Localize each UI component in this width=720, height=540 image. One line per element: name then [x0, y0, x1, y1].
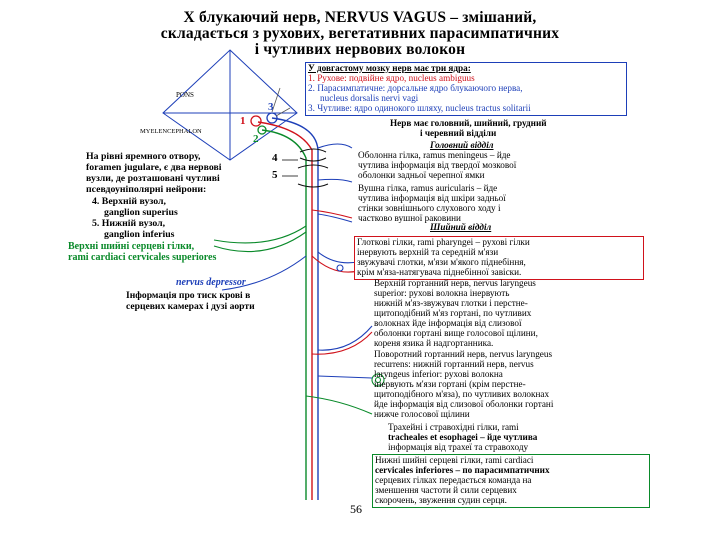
recurrent-text-6: йде інформація від слизової оболонки гортані [374, 399, 554, 409]
cardiac-inferior-text-5: скорочень, звуження судин серця. [375, 495, 507, 505]
pharyngeal-text-2: інервують верхній та середній м'язи [357, 247, 499, 257]
ganglia-text-4: псевдоуніполярні нейрони: [86, 184, 207, 195]
pharyngeal-text-1: Глоткові гілки, rami pharyngei – рухові гілки [357, 237, 530, 247]
meningeal-text-3: оболонки задньої черепної ямки [358, 170, 485, 180]
vagus-trunk [258, 118, 318, 500]
auricular-text-1: Вушна гілка, ramus auricularis – йде [358, 183, 498, 193]
depressor-text-2: серцевих камерах і дузі аорти [126, 301, 255, 312]
superior-cardiac-branch [214, 226, 306, 252]
ganglia-text-8: ganglion inferius [104, 229, 175, 240]
meningeal-text-2: чутлива інформація від твердої мозкової [358, 160, 517, 170]
cardiac-inferior-text-1: Нижні шийні серцеві гілки, rami cardiaci [375, 455, 534, 465]
inferior-cardiac-branch [306, 396, 372, 414]
brainstem-diamond [163, 50, 297, 160]
superior-laryngeal-text-1: Верхній гортанний нерв, nervus laryngeus [374, 278, 536, 288]
page-number: 56 [350, 502, 362, 516]
recurrent-text-7: нижче голосової щілини [374, 409, 470, 419]
auricular-text-4: частково вушної раковини [358, 213, 461, 223]
nucleus-label-1: 1 [240, 115, 246, 127]
medulla-label: MYELENCEPHALON [140, 128, 202, 135]
depressor-text-1: Інформація про тиск крові в [126, 290, 251, 301]
superior-laryngeal-text-4: щитоподібний м'яз гортані, по чутливих [374, 308, 532, 318]
ganglia-text-6: ganglion superius [104, 207, 178, 218]
auricular-branch [318, 179, 352, 182]
superior-laryngeal-text-2: superior: рухові волокна інервують [374, 288, 510, 298]
nuclei-item-3: 3. Чутливе: ядро одинокого шляху, nucleus tractus solitarii [308, 103, 531, 113]
ganglion-label-4: 4 [272, 152, 278, 164]
cardiac-superior-text-1: Верхні шийні серцеві гілки, [68, 241, 195, 252]
superior-laryngeal-text-3: нижній м'яз-звужувач глотки і перстне- [374, 298, 528, 308]
pharyngeal-text-4: крім м'яза-натягувача піднебінної завіски. [357, 267, 522, 277]
cardiac-inferior-text-4: зменшення частоти й сили серцевих [375, 485, 517, 495]
recurrent-text-3: laryngeus inferior: рухові волокна [374, 369, 503, 379]
ganglia-text-5: 4. Верхній вузол, [92, 196, 166, 207]
tracheal-text-2: tracheales et esophagei – йде чутлива [388, 432, 538, 442]
recurrent-laryngeal-branch [312, 326, 372, 354]
parts-intro-2: і черевний відділи [420, 128, 497, 138]
nuclei-item-2a: 2. Парасимпатичне: дорсальне ядро блукаючого нерва, [308, 83, 523, 93]
nucleus-label-2: 2 [253, 133, 259, 145]
title-line-2: складається з рухових, вегетативних парасимпатичних [160, 25, 560, 42]
superior-laryngeal-text-6: оболонки гортані вище голосової щілини, [374, 328, 538, 338]
superior-laryngeal-text-5: волокнах йде інформація від слизової [374, 318, 522, 328]
tracheal-text-1: Трахейні і стравохідні гілки, rami [388, 422, 519, 432]
title-line-1: X блукаючий нерв, NERVUS VAGUS – змішаний, [183, 9, 537, 26]
auricular-text-2: чутлива інформація від шкіри задньої [358, 193, 506, 203]
cardiac-inferior-text-2: cervicales inferiores – по парасимпатичних [375, 465, 550, 475]
nuclei-item-1: 1. Рухове: подвійне ядро, nucleus ambiguus [308, 73, 475, 83]
ganglia-text-2: foramen jugulare, є два нервові [86, 162, 222, 173]
nucleus-label-3: 3 [268, 101, 274, 113]
parts-intro-1: Нерв має головний, шийний, грудний [390, 118, 547, 128]
pharyngeal-text-3: звужувачі глотки, м'язи м'якого піднебіння, [357, 257, 526, 267]
nuclei-item-2b: nucleus dorsalis nervi vagi [320, 93, 419, 103]
meningeal-text-1: Оболонна гілка, ramus meningeus – йде [358, 150, 511, 160]
meningeal-branch [318, 144, 352, 148]
tracheal-text-3: інформація від трахеї та стравоходу [388, 442, 529, 452]
recurrent-text-4: інервують м'язи гортані (крім перстне- [374, 379, 526, 389]
recurrent-text-2: recurrens: нижній гортанний нерв, nervus [374, 359, 534, 369]
ganglia-text-1: На рівні яремного отвору, [86, 151, 201, 162]
recurrent-text-5: щитоподібного м'яза), по чутливих волокнах [374, 389, 550, 399]
auricular-text-3: стінки зовнішнього слухового ходу і [358, 203, 501, 213]
ganglia-text-3: вузли, де розташовані чутливі [86, 173, 220, 184]
recurrent-text-1: Поворотний гортанний нерв, nervus laryngeus [374, 349, 553, 359]
ganglion-inferius [298, 165, 328, 187]
nucleus-1-circle [251, 116, 261, 126]
ganglia-text-7: 5. Нижній вузол, [92, 218, 166, 229]
cardiac-superior-text-2: rami cardiaci cervicales superiores [68, 252, 217, 263]
neck-part-label: Шийний відділ [430, 222, 492, 232]
depressor-name: nervus depressor [176, 277, 246, 288]
nuclei-header: У довгастому мозку нерв має три ядра: [308, 63, 471, 73]
title-line-3: і чутливих нервових волокон [254, 41, 466, 58]
cardiac-inferior-text-3: серцевих гілках передається команда на [375, 475, 532, 485]
head-part-label: Головний відділ [430, 140, 494, 150]
ganglion-label-5: 5 [272, 169, 278, 181]
pons-label: PONS [176, 91, 194, 99]
superior-laryngeal-text-7: кореня язика й надгортанника. [374, 338, 494, 348]
